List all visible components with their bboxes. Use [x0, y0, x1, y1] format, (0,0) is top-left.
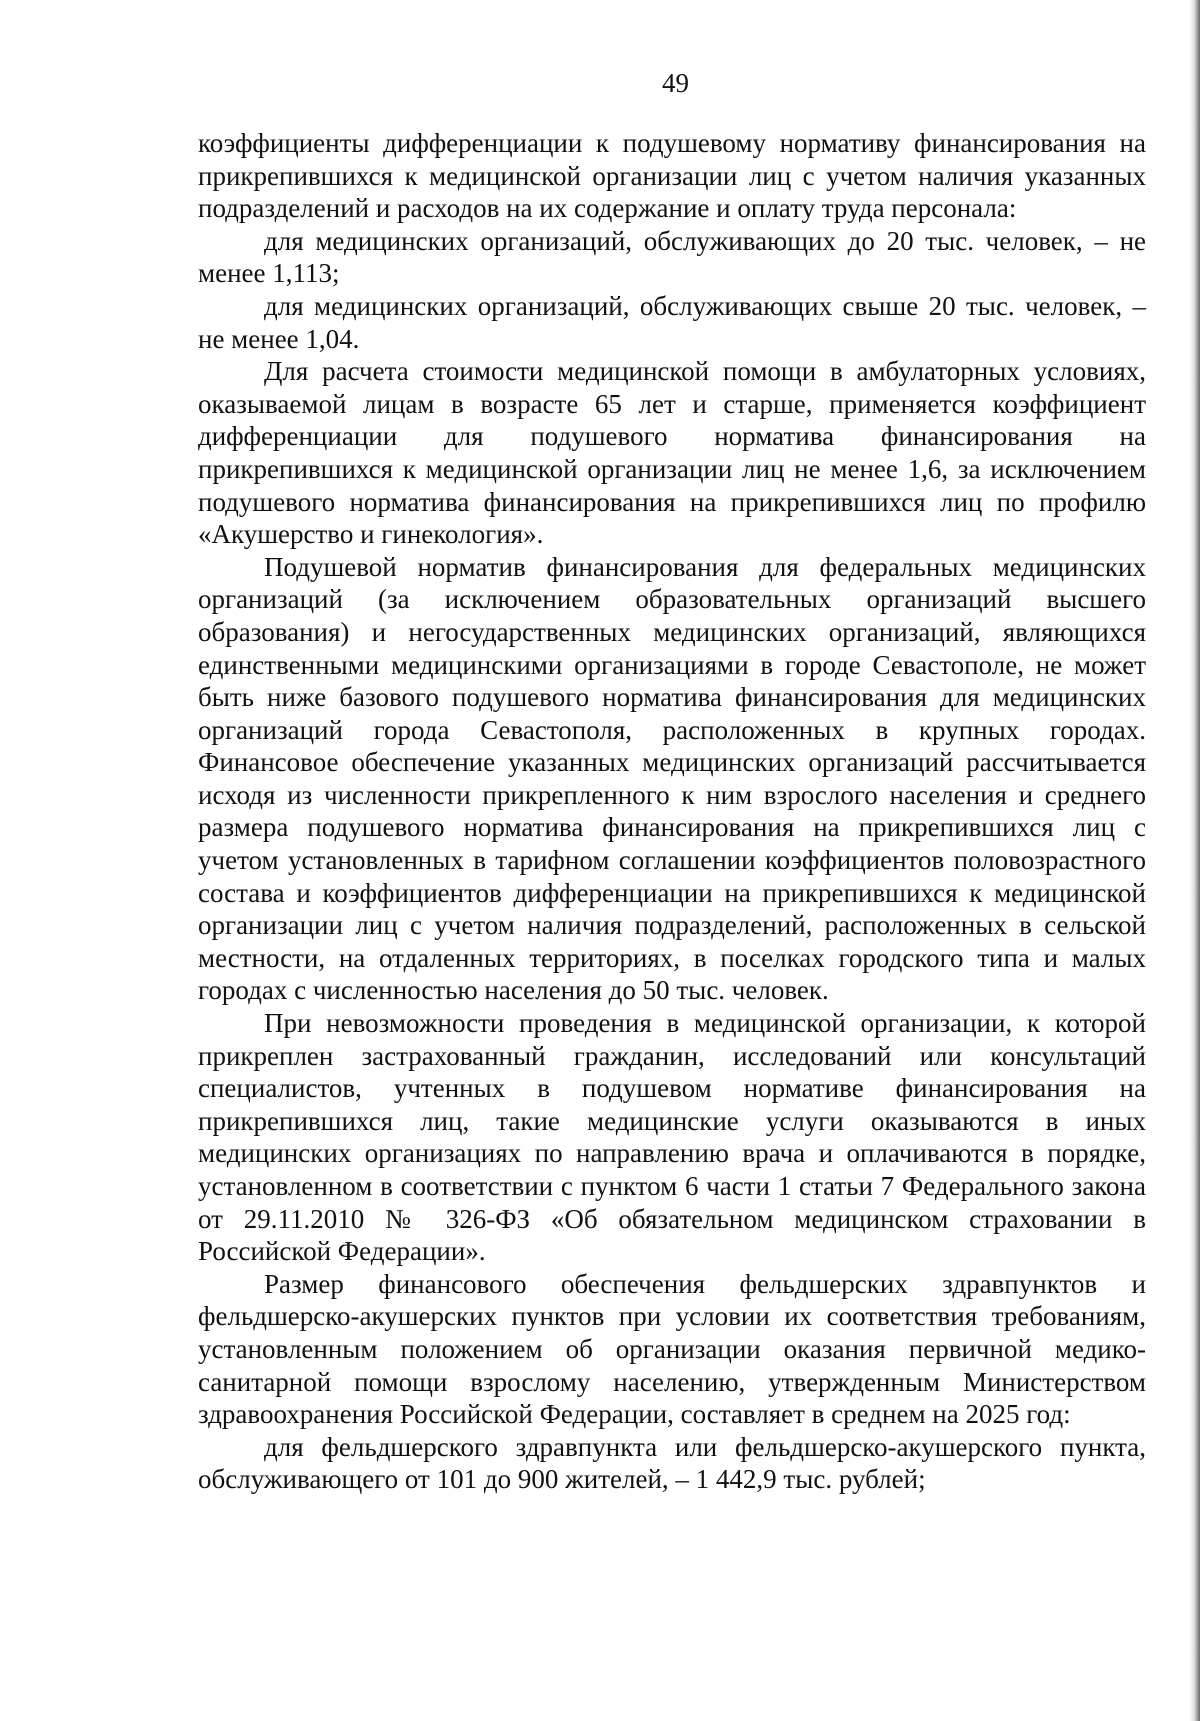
paragraph-coefficient-over-20k: для медицинских организаций, обслуживающих свыше 20 тыс. человек, – не менее 1,04. — [198, 290, 1146, 354]
paragraph-feldsher-101-900: для фельдшерского здравпункта или фельдшерско-акушерского пункта, обслуживающего от 101 до 900 жителей, – 1 442,9 тыс. рублей; — [198, 1431, 1146, 1495]
paragraph-continuation: коэффициенты дифференциации к подушевому нормативу финансирования на прикрепившихся к медицинской организации лиц с учетом наличия указанных подразделений и расходов на их содержание и оплату труда персонала: — [198, 128, 1146, 224]
paragraph-federal-organizations-normative: Подушевой норматив финансирования для федеральных медицинских организаций (за исключением образовательных организаций высшего образования) и негосударственных медицинских организаций, являющихся единственными медицинскими организациями в городе Севастополе, не может быть ниже базового подушевого норматива финансирования для медицинских организаций города Севастополя, расположенных в крупных городах. Финансовое обеспечение указанных медицинских организаций рассчитывается исходя из численности прикрепленного к ним взрослого населения и среднего размера подушевого норматива финансирования на прикрепившихся лиц с учетом установленных в тарифном соглашении коэффициентов половозрастного состава и коэффициентов дифференциации на прикрепившихся к медицинской организации лиц с учетом наличия подразделений, расположенных в сельской местности, на отдаленных территориях, в поселках городского типа и малых городах с численностью населения до 50 тыс. человек. — [198, 551, 1146, 1006]
paragraph-feldsher-funding: Размер финансового обеспечения фельдшерских здравпунктов и фельдшерско-акушерских пунктов при условии их соответствия требованиям, установленным положением об организации оказания первичной медико-санитарной помощи взрослому населению, утвержденным Министерством здравоохранения Российской Федерации, составляет в среднем на 2025 год: — [198, 1268, 1146, 1430]
paragraph-coefficient-up-to-20k: для медицинских организаций, обслуживающих до 20 тыс. человек, – не менее 1,113; — [198, 225, 1146, 289]
document-body — [198, 127, 1146, 1496]
page-number: 49 — [662, 68, 689, 98]
paragraph-referral-payment: При невозможности проведения в медицинской организации, к которой прикреплен застрахованный гражданин, исследований или консультаций специалистов, учтенных в подушевом нормативе финансирования на прикрепившихся лиц, такие медицинские услуги оказываются в иных медицинских организациях по направлению врача и оплачиваются в порядке, установленном в соответствии с пунктом 6 части 1 статьи 7 Федерального закона от 29.11.2010 № 326-ФЗ «Об обязательном медицинском страховании в Российской Федерации». — [198, 1008, 1146, 1267]
scan-edge-shadow — [1190, 0, 1200, 1721]
paragraph-age-65-coefficient: Для расчета стоимости медицинской помощи в амбулаторных условиях, оказываемой лицам в возрасте 65 лет и старше, применяется коэффициент дифференциации для подушевого норматива финансирования на прикрепившихся к медицинской организации лиц не менее 1,6, за исключением подушевого норматива финансирования на прикрепившихся лиц по профилю «Акушерство и гинекология». — [198, 356, 1146, 550]
